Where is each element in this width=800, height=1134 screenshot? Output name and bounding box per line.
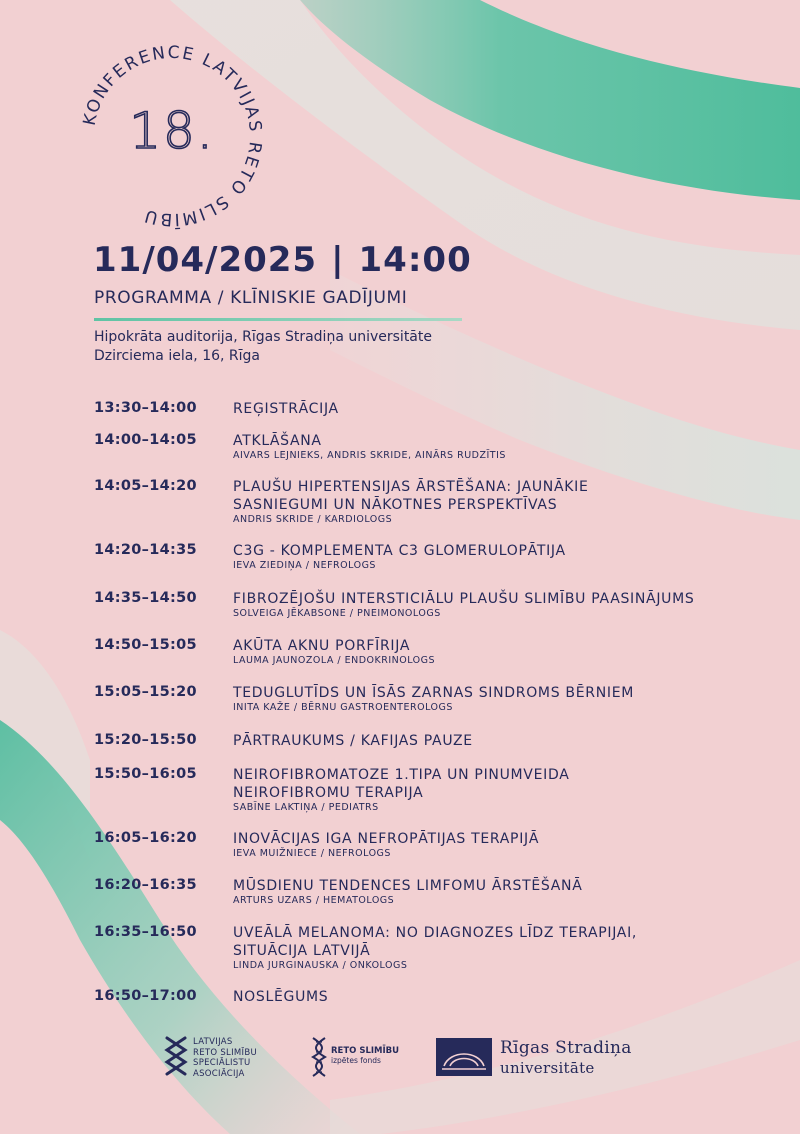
session-title: FIBROZĒJOŠU INTERSTICIĀLU PLAUŠU SLIMĪBU PAASINĀJUMS <box>233 591 695 607</box>
session-title: NOSLĒGUMS <box>233 989 329 1005</box>
venue-line-2: Dzirciema iela, 16, Rīga <box>94 348 261 364</box>
venue-info <box>94 328 432 366</box>
session-speaker: AIVARS LEJNIEKS, ANDRIS SKRIDE, AINĀRS RUDZĪTIS <box>233 450 506 461</box>
session-title: MŪSDIENU TENDENCES LIMFOMU ĀRSTĒŠANĀ <box>233 878 583 894</box>
session-speaker: SOLVEIGA JĒKABSONE / PNEIMONOLOGS <box>233 608 441 619</box>
session-time: 14:05–14:20 <box>94 478 197 494</box>
session-title: TEDUGLUTĪDS UN ĪSĀS ZARNAS SINDROMS BĒRNIEM <box>233 685 635 701</box>
rsu-crest-logo-icon <box>436 1038 492 1076</box>
session-speaker: IEVA ZIEDIŅA / NEFROLOGS <box>233 560 376 571</box>
session-time: 15:50–16:05 <box>94 766 197 782</box>
session-speaker: INITA KAŽE / BĒRNU GASTROENTEROLOGS <box>233 702 453 713</box>
badge-arc-text: KONFERENCE LATVIJAS RETO SLIMĪBU <box>79 42 266 230</box>
session-time: 14:50–15:05 <box>94 637 197 653</box>
session-title: PLAUŠU HIPERTENSIJAS ĀRSTĒŠANA: JAUNĀKIE SASNIEGUMI UN NĀKOTNES PERSPEKTĪVAS <box>233 479 589 513</box>
event-date-time <box>93 240 472 280</box>
session-title: INOVĀCIJAS IGA NEFROPĀTIJAS TERAPIJĀ <box>233 831 540 847</box>
session-time: 16:35–16:50 <box>94 924 197 940</box>
conference-badge-logo <box>72 36 272 236</box>
session-time: 15:05–15:20 <box>94 684 197 700</box>
session-time: 16:05–16:20 <box>94 830 197 846</box>
university-name: Rīgas Stradiņa universitāte <box>500 1038 632 1077</box>
session-title: ATKLĀŠANA <box>233 433 322 449</box>
fund-name: RETO SLIMĪBU izpētes fonds <box>331 1046 400 1065</box>
title-underline <box>94 318 462 321</box>
session-time: 14:00–14:05 <box>94 432 197 448</box>
date-separator: | <box>331 240 345 280</box>
event-time: 14:00 <box>358 240 472 280</box>
session-title: NEIROFIBROMATOZE 1.TIPA UN PINUMVEIDA NEIROFIBROMU TERAPIJA <box>233 767 570 801</box>
session-speaker: LINDA JURGINAUSKA / ONKOLOGS <box>233 960 408 971</box>
session-time: 16:20–16:35 <box>94 877 197 893</box>
session-title: C3G - KOMPLEMENTA C3 GLOMERULOPĀTIJA <box>233 543 566 559</box>
session-time: 13:30–14:00 <box>94 400 197 416</box>
session-speaker: ANDRIS SKRIDE / KARDIOLOGS <box>233 514 393 525</box>
event-date: 11/04/2025 <box>93 240 318 280</box>
session-speaker: ARTURS UZARS / HEMATOLOGS <box>233 895 395 906</box>
session-speaker: SABĪNE LAKTIŅA / PEDIATRS <box>233 802 379 813</box>
session-time: 16:50–17:00 <box>94 988 197 1004</box>
dna-fund-logo-icon <box>310 1036 328 1078</box>
association-logo-icon <box>163 1036 189 1078</box>
program-title: PROGRAMMA / KLĪNISKIE GADĪJUMI <box>94 288 408 308</box>
session-speaker: IEVA MUIŽNIECE / NEFROLOGS <box>233 848 391 859</box>
session-time: 15:20–15:50 <box>94 732 197 748</box>
session-speaker: LAUMA JAUNOZOLA / ENDOKRINOLOGS <box>233 655 436 666</box>
session-title: REĢISTRĀCIJA <box>233 401 339 417</box>
session-title: AKŪTA AKNU PORFĪRIJA <box>233 638 411 654</box>
session-time: 14:20–14:35 <box>94 542 197 558</box>
badge-number: 18. <box>129 102 215 160</box>
venue-line-1: Hipokrāta auditorija, Rīgas Stradiņa universitāte <box>94 329 432 345</box>
association-name: LATVIJAS RETO SLIMĪBU SPECIĀLISTU ASOCIĀCIJA <box>193 1037 257 1079</box>
session-title: UVEĀLĀ MELANOMA: NO DIAGNOZES LĪDZ TERAPIJAI, SITUĀCIJA LATVIJĀ <box>233 925 638 959</box>
session-time: 14:35–14:50 <box>94 590 197 606</box>
session-title: PĀRTRAUKUMS / KAFIJAS PAUZE <box>233 733 473 749</box>
